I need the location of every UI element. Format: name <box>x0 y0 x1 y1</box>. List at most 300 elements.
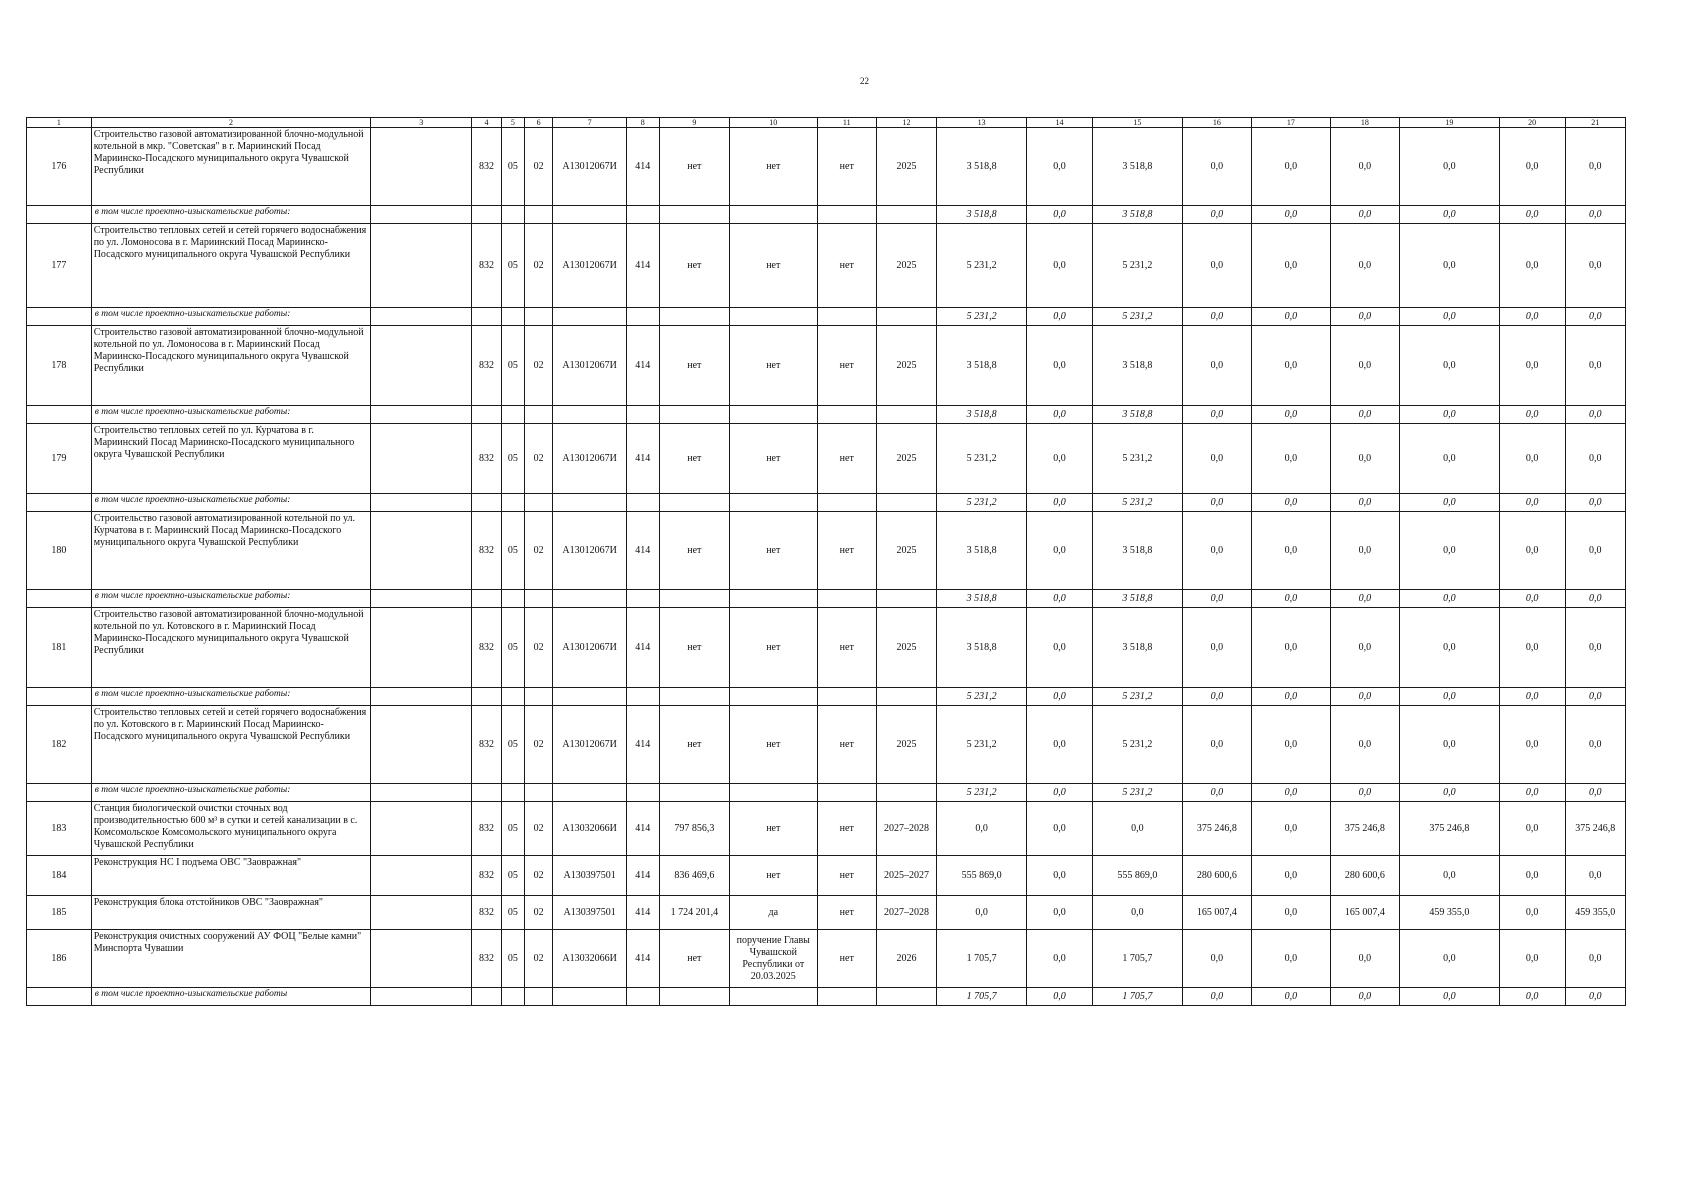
empty-cell <box>626 406 659 424</box>
value-cell: 3 518,8 <box>937 608 1027 688</box>
period-cell: 2027–2028 <box>876 802 936 856</box>
table-row <box>27 512 1626 590</box>
column-number: 9 <box>659 118 729 128</box>
sub-value-cell: 0,0 <box>1182 688 1251 706</box>
sub-value-cell: 0,0 <box>1499 988 1565 1006</box>
empty-cell <box>817 688 876 706</box>
value-cell: 0,0 <box>1092 896 1182 930</box>
sub-value-cell: 0,0 <box>1251 784 1330 802</box>
value-cell: 0,0 <box>1499 930 1565 988</box>
value-cell: 0,0 <box>1251 802 1330 856</box>
empty-cell <box>553 206 626 224</box>
empty-cell <box>876 988 936 1006</box>
sub-value-cell: 0,0 <box>1330 494 1399 512</box>
sub-value-cell: 0,0 <box>1330 688 1399 706</box>
value-cell: 0,0 <box>1565 224 1625 308</box>
value-cell: 0,0 <box>1499 224 1565 308</box>
subtotal-row <box>27 494 1626 512</box>
subtotal-row <box>27 784 1626 802</box>
column-number: 15 <box>1092 118 1182 128</box>
empty-cell <box>27 688 92 706</box>
value-cell: 0,0 <box>1330 424 1399 494</box>
value-cell: 0,0 <box>1565 706 1625 784</box>
section-code-cell: 05 <box>501 608 524 688</box>
sub-value-cell: 0,0 <box>1399 494 1499 512</box>
section-code-cell: 05 <box>501 512 524 590</box>
basis-cell: нет <box>729 856 817 896</box>
value-cell: 0,0 <box>1027 706 1093 784</box>
value-cell: 0,0 <box>1499 326 1565 406</box>
basis-cell: нет <box>729 128 817 206</box>
sub-value-cell: 5 231,2 <box>1092 494 1182 512</box>
value-cell: 0,0 <box>1565 424 1625 494</box>
empty-cell <box>659 206 729 224</box>
sub-value-cell: 0,0 <box>1027 590 1093 608</box>
empty-cell <box>876 784 936 802</box>
value-cell: 0,0 <box>1330 930 1399 988</box>
object-name-cell: Станция биологической очистки сточных вод производительностью 600 м³ в сутки и сетей канализации в с. Комсомольское Комсомольского муниципального округа Чувашской Республики <box>91 802 371 856</box>
value-cell: 0,0 <box>1330 224 1399 308</box>
flag-cell: нет <box>817 608 876 688</box>
expense-type-cell: 414 <box>626 608 659 688</box>
empty-cell <box>524 406 553 424</box>
empty-cell <box>659 308 729 326</box>
row-number: 178 <box>27 326 92 406</box>
empty-cell <box>729 406 817 424</box>
row-number: 181 <box>27 608 92 688</box>
subsection-code-cell: 02 <box>524 224 553 308</box>
sub-value-cell: 0,0 <box>1251 590 1330 608</box>
target-article-cell: A13012067И <box>553 326 626 406</box>
sub-value-cell: 0,0 <box>1499 308 1565 326</box>
sub-value-cell: 3 518,8 <box>937 206 1027 224</box>
expense-type-cell: 414 <box>626 856 659 896</box>
value-cell: 3 518,8 <box>1092 512 1182 590</box>
value-cell: 0,0 <box>1251 512 1330 590</box>
sub-value-cell: 0,0 <box>1182 494 1251 512</box>
subtotal-row <box>27 988 1626 1006</box>
expense-type-cell: 414 <box>626 802 659 856</box>
investment-table <box>26 117 1626 1006</box>
empty-cell <box>876 406 936 424</box>
value-cell: 0,0 <box>1399 326 1499 406</box>
empty-cell <box>659 988 729 1006</box>
value-cell: 375 246,8 <box>1182 802 1251 856</box>
estimated-cost-cell: нет <box>659 326 729 406</box>
column-number: 1 <box>27 118 92 128</box>
table-row <box>27 856 1626 896</box>
column-number: 3 <box>371 118 472 128</box>
subtotal-row <box>27 206 1626 224</box>
value-cell: 5 231,2 <box>937 706 1027 784</box>
estimated-cost-cell: нет <box>659 128 729 206</box>
period-cell: 2025 <box>876 326 936 406</box>
period-cell: 2025 <box>876 424 936 494</box>
value-cell: 0,0 <box>1565 856 1625 896</box>
sub-value-cell: 0,0 <box>1251 406 1330 424</box>
page-number: 22 <box>860 76 869 86</box>
value-cell: 0,0 <box>1027 608 1093 688</box>
value-cell: 0,0 <box>1565 128 1625 206</box>
empty-cell <box>817 308 876 326</box>
row-number: 176 <box>27 128 92 206</box>
object-name-cell: Строительство тепловых сетей по ул. Курчатова в г. Мариинский Посад Мариинско-Посадского муниципального округа Чувашской Республики <box>91 424 371 494</box>
value-cell: 0,0 <box>1251 706 1330 784</box>
value-cell: 0,0 <box>1399 512 1499 590</box>
empty-cell <box>501 406 524 424</box>
value-cell: 459 355,0 <box>1565 896 1625 930</box>
ministry-code-cell: 832 <box>472 706 502 784</box>
value-cell: 0,0 <box>1251 856 1330 896</box>
empty-cell <box>501 590 524 608</box>
estimated-cost-cell: нет <box>659 512 729 590</box>
table-row <box>27 896 1626 930</box>
empty-cell <box>27 308 92 326</box>
empty-cell <box>371 608 472 688</box>
sub-value-cell: 0,0 <box>1499 590 1565 608</box>
target-article-cell: A13012067И <box>553 512 626 590</box>
sub-value-cell: 0,0 <box>1027 494 1093 512</box>
empty-cell <box>553 688 626 706</box>
value-cell: 0,0 <box>937 896 1027 930</box>
table-row <box>27 128 1626 206</box>
value-cell: 0,0 <box>1182 424 1251 494</box>
sub-value-cell: 0,0 <box>1330 590 1399 608</box>
basis-cell: нет <box>729 424 817 494</box>
sub-value-cell: 0,0 <box>1330 988 1399 1006</box>
empty-cell <box>371 326 472 406</box>
column-number: 19 <box>1399 118 1499 128</box>
sub-value-cell: 3 518,8 <box>1092 406 1182 424</box>
basis-cell: нет <box>729 512 817 590</box>
ministry-code-cell: 832 <box>472 512 502 590</box>
section-code-cell: 05 <box>501 856 524 896</box>
column-number: 2 <box>91 118 371 128</box>
empty-cell <box>553 494 626 512</box>
sub-value-cell: 0,0 <box>1499 784 1565 802</box>
column-number: 17 <box>1251 118 1330 128</box>
row-number: 186 <box>27 930 92 988</box>
value-cell: 0,0 <box>1499 128 1565 206</box>
empty-cell <box>817 206 876 224</box>
value-cell: 0,0 <box>1399 224 1499 308</box>
sub-value-cell: 3 518,8 <box>937 590 1027 608</box>
subtotal-row <box>27 406 1626 424</box>
value-cell: 0,0 <box>1027 896 1093 930</box>
subtotal-row <box>27 308 1626 326</box>
sub-value-cell: 0,0 <box>1399 406 1499 424</box>
value-cell: 3 518,8 <box>937 128 1027 206</box>
empty-cell <box>371 206 472 224</box>
section-code-cell: 05 <box>501 706 524 784</box>
sub-value-cell: 0,0 <box>1565 688 1625 706</box>
value-cell: 0,0 <box>1399 128 1499 206</box>
value-cell: 0,0 <box>1399 930 1499 988</box>
sub-value-cell: 5 231,2 <box>937 688 1027 706</box>
target-article-cell: A13012067И <box>553 224 626 308</box>
value-cell: 3 518,8 <box>937 326 1027 406</box>
value-cell: 0,0 <box>1330 128 1399 206</box>
subrow-label: в том числе проектно-изыскательские работы: <box>91 590 371 608</box>
value-cell: 0,0 <box>1399 706 1499 784</box>
column-number-row <box>27 118 1626 128</box>
ministry-code-cell: 832 <box>472 424 502 494</box>
empty-cell <box>659 590 729 608</box>
expense-type-cell: 414 <box>626 512 659 590</box>
table-row <box>27 424 1626 494</box>
value-cell: 5 231,2 <box>1092 706 1182 784</box>
sub-value-cell: 3 518,8 <box>1092 206 1182 224</box>
empty-cell <box>501 206 524 224</box>
table-row <box>27 224 1626 308</box>
value-cell: 459 355,0 <box>1399 896 1499 930</box>
table-row <box>27 930 1626 988</box>
column-number: 21 <box>1565 118 1625 128</box>
value-cell: 3 518,8 <box>1092 608 1182 688</box>
value-cell: 0,0 <box>1251 424 1330 494</box>
empty-cell <box>553 406 626 424</box>
empty-cell <box>371 988 472 1006</box>
column-number: 11 <box>817 118 876 128</box>
basis-cell: нет <box>729 326 817 406</box>
value-cell: 0,0 <box>1565 326 1625 406</box>
column-number: 6 <box>524 118 553 128</box>
sub-value-cell: 0,0 <box>1565 308 1625 326</box>
value-cell: 280 600,6 <box>1330 856 1399 896</box>
empty-cell <box>371 512 472 590</box>
sub-value-cell: 0,0 <box>1565 784 1625 802</box>
sub-value-cell: 5 231,2 <box>1092 784 1182 802</box>
value-cell: 375 246,8 <box>1399 802 1499 856</box>
period-cell: 2025 <box>876 224 936 308</box>
value-cell: 3 518,8 <box>1092 128 1182 206</box>
empty-cell <box>371 494 472 512</box>
value-cell: 375 246,8 <box>1565 802 1625 856</box>
estimated-cost-cell: нет <box>659 706 729 784</box>
subsection-code-cell: 02 <box>524 802 553 856</box>
empty-cell <box>876 206 936 224</box>
empty-cell <box>27 206 92 224</box>
ministry-code-cell: 832 <box>472 896 502 930</box>
empty-cell <box>524 988 553 1006</box>
empty-cell <box>817 784 876 802</box>
flag-cell: нет <box>817 128 876 206</box>
empty-cell <box>371 930 472 988</box>
value-cell: 1 705,7 <box>1092 930 1182 988</box>
empty-cell <box>729 308 817 326</box>
empty-cell <box>659 784 729 802</box>
value-cell: 0,0 <box>1027 224 1093 308</box>
sub-value-cell: 0,0 <box>1330 206 1399 224</box>
value-cell: 0,0 <box>1499 896 1565 930</box>
period-cell: 2027–2028 <box>876 896 936 930</box>
empty-cell <box>729 688 817 706</box>
empty-cell <box>524 688 553 706</box>
expense-type-cell: 414 <box>626 896 659 930</box>
subsection-code-cell: 02 <box>524 512 553 590</box>
basis-cell: да <box>729 896 817 930</box>
sub-value-cell: 0,0 <box>1565 494 1625 512</box>
empty-cell <box>371 784 472 802</box>
empty-cell <box>876 308 936 326</box>
value-cell: 3 518,8 <box>937 512 1027 590</box>
empty-cell <box>659 406 729 424</box>
empty-cell <box>472 784 502 802</box>
object-name-cell: Строительство газовой автоматизированной блочно-модульной котельной в мкр. "Советская" в г. Мариинский Посад Мариинско-Посадского муниципального округа Чувашской Республики <box>91 128 371 206</box>
column-number: 10 <box>729 118 817 128</box>
sub-value-cell: 0,0 <box>1399 784 1499 802</box>
empty-cell <box>371 424 472 494</box>
sub-value-cell: 0,0 <box>1499 688 1565 706</box>
value-cell: 5 231,2 <box>937 224 1027 308</box>
sub-value-cell: 0,0 <box>1251 988 1330 1006</box>
empty-cell <box>371 856 472 896</box>
row-number: 185 <box>27 896 92 930</box>
value-cell: 0,0 <box>1399 424 1499 494</box>
value-cell: 0,0 <box>1027 128 1093 206</box>
empty-cell <box>27 406 92 424</box>
estimated-cost-cell: нет <box>659 608 729 688</box>
empty-cell <box>876 688 936 706</box>
empty-cell <box>27 784 92 802</box>
sub-value-cell: 0,0 <box>1499 494 1565 512</box>
value-cell: 5 231,2 <box>1092 224 1182 308</box>
expense-type-cell: 414 <box>626 424 659 494</box>
sub-value-cell: 0,0 <box>1027 988 1093 1006</box>
empty-cell <box>626 308 659 326</box>
empty-cell <box>501 988 524 1006</box>
period-cell: 2026 <box>876 930 936 988</box>
basis-cell: нет <box>729 706 817 784</box>
sub-value-cell: 0,0 <box>1182 308 1251 326</box>
subsection-code-cell: 02 <box>524 896 553 930</box>
flag-cell: нет <box>817 930 876 988</box>
subsection-code-cell: 02 <box>524 706 553 784</box>
empty-cell <box>817 494 876 512</box>
flag-cell: нет <box>817 896 876 930</box>
object-name-cell: Строительство тепловых сетей и сетей горячего водоснабжения по ул. Котовского в г. Мариинский Посад Мариинско-Посадского муниципального округа Чувашской Республики <box>91 706 371 784</box>
value-cell: 0,0 <box>1182 706 1251 784</box>
empty-cell <box>371 896 472 930</box>
empty-cell <box>472 688 502 706</box>
value-cell: 0,0 <box>1330 512 1399 590</box>
sub-value-cell: 0,0 <box>1330 406 1399 424</box>
subsection-code-cell: 02 <box>524 608 553 688</box>
flag-cell: нет <box>817 224 876 308</box>
column-number: 4 <box>472 118 502 128</box>
subsection-code-cell: 02 <box>524 930 553 988</box>
value-cell: 5 231,2 <box>937 424 1027 494</box>
value-cell: 0,0 <box>1027 930 1093 988</box>
value-cell: 0,0 <box>1027 856 1093 896</box>
target-article-cell: A130397501 <box>553 896 626 930</box>
sub-value-cell: 0,0 <box>1399 688 1499 706</box>
sub-value-cell: 0,0 <box>1399 988 1499 1006</box>
subrow-label: в том числе проектно-изыскательские работы: <box>91 494 371 512</box>
column-number: 16 <box>1182 118 1251 128</box>
period-cell: 2025–2027 <box>876 856 936 896</box>
value-cell: 375 246,8 <box>1330 802 1399 856</box>
estimated-cost-cell: нет <box>659 224 729 308</box>
ministry-code-cell: 832 <box>472 326 502 406</box>
ministry-code-cell: 832 <box>472 608 502 688</box>
row-number: 184 <box>27 856 92 896</box>
value-cell: 0,0 <box>1182 224 1251 308</box>
empty-cell <box>729 784 817 802</box>
sub-value-cell: 0,0 <box>1251 494 1330 512</box>
estimated-cost-cell: нет <box>659 930 729 988</box>
value-cell: 3 518,8 <box>1092 326 1182 406</box>
value-cell: 0,0 <box>1182 930 1251 988</box>
sub-value-cell: 0,0 <box>1027 406 1093 424</box>
sub-value-cell: 0,0 <box>1027 308 1093 326</box>
subrow-label: в том числе проектно-изыскательские работы: <box>91 206 371 224</box>
target-article-cell: A13012067И <box>553 128 626 206</box>
period-cell: 2025 <box>876 608 936 688</box>
value-cell: 5 231,2 <box>1092 424 1182 494</box>
row-number: 177 <box>27 224 92 308</box>
ministry-code-cell: 832 <box>472 224 502 308</box>
section-code-cell: 05 <box>501 326 524 406</box>
table-row <box>27 326 1626 406</box>
expense-type-cell: 414 <box>626 930 659 988</box>
value-cell: 0,0 <box>1092 802 1182 856</box>
subsection-code-cell: 02 <box>524 424 553 494</box>
target-article-cell: A130397501 <box>553 856 626 896</box>
value-cell: 0,0 <box>1182 512 1251 590</box>
empty-cell <box>626 494 659 512</box>
estimated-cost-cell: 797 856,3 <box>659 802 729 856</box>
empty-cell <box>371 128 472 206</box>
column-number: 5 <box>501 118 524 128</box>
ministry-code-cell: 832 <box>472 856 502 896</box>
value-cell: 0,0 <box>1027 512 1093 590</box>
subsection-code-cell: 02 <box>524 326 553 406</box>
empty-cell <box>817 590 876 608</box>
row-number: 183 <box>27 802 92 856</box>
empty-cell <box>371 706 472 784</box>
empty-cell <box>501 494 524 512</box>
flag-cell: нет <box>817 424 876 494</box>
empty-cell <box>729 988 817 1006</box>
target-article-cell: A13012067И <box>553 424 626 494</box>
empty-cell <box>817 988 876 1006</box>
value-cell: 0,0 <box>1565 930 1625 988</box>
value-cell: 0,0 <box>1182 326 1251 406</box>
empty-cell <box>524 784 553 802</box>
value-cell: 1 705,7 <box>937 930 1027 988</box>
value-cell: 0,0 <box>1499 802 1565 856</box>
value-cell: 165 007,4 <box>1182 896 1251 930</box>
subsection-code-cell: 02 <box>524 128 553 206</box>
empty-cell <box>626 590 659 608</box>
empty-cell <box>371 406 472 424</box>
expense-type-cell: 414 <box>626 128 659 206</box>
empty-cell <box>553 308 626 326</box>
ministry-code-cell: 832 <box>472 802 502 856</box>
target-article-cell: A13012067И <box>553 608 626 688</box>
target-article-cell: A13012067И <box>553 706 626 784</box>
empty-cell <box>472 590 502 608</box>
target-article-cell: A13032066И <box>553 802 626 856</box>
sub-value-cell: 0,0 <box>1399 590 1499 608</box>
basis-cell: нет <box>729 608 817 688</box>
section-code-cell: 05 <box>501 128 524 206</box>
empty-cell <box>501 308 524 326</box>
section-code-cell: 05 <box>501 930 524 988</box>
object-name-cell: Реконструкция очистных сооружений АУ ФОЦ "Белые камни" Минспорта Чувашии <box>91 930 371 988</box>
value-cell: 0,0 <box>1251 608 1330 688</box>
